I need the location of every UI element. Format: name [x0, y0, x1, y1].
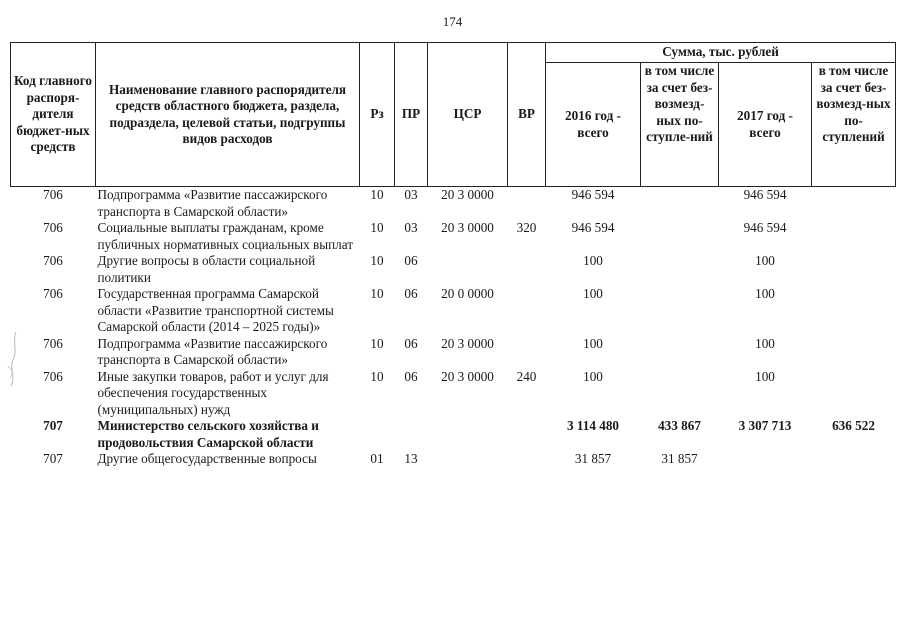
row-rz: 10: [370, 368, 384, 384]
row-code: 706: [43, 335, 63, 351]
row-pr: 13: [404, 451, 418, 466]
row-csr: [428, 253, 508, 286]
row-free-2017: [812, 220, 896, 253]
row-rz: [360, 418, 395, 451]
row-name: Иные закупки товаров, работ и услуг для обеспечения государственных (муниципальных) нужд: [97, 368, 329, 417]
table-row: [11, 286, 896, 336]
row-free-2016: [641, 187, 719, 221]
row-free-2016: [641, 336, 719, 369]
row-name: Государственная программа Самарской области «Развитие транспортной системы Самарской области (2014 – 2025 годы)»: [97, 286, 334, 334]
row-sum-2016: 100: [583, 335, 603, 351]
row-free-2016: 31 857: [661, 451, 698, 466]
header-code: Код главного распоря-дителя бюджет-ных средств: [11, 43, 96, 187]
row-code: 706: [43, 286, 63, 301]
row-vr: [508, 187, 546, 221]
table-header: [11, 43, 896, 187]
row-name: Социальные выплаты гражданам, кроме публичных нормативных социальных выплат: [97, 220, 354, 252]
row-csr: 20 3 0000: [441, 187, 494, 202]
table-row: [11, 418, 896, 451]
row-csr: [428, 451, 508, 468]
budget-table: [10, 42, 896, 468]
row-vr: [508, 418, 546, 451]
row-sum-2016: 100: [583, 286, 603, 301]
row-sum-2016: 31 857: [574, 451, 612, 466]
row-sum-2017: 3 307 713: [738, 418, 792, 433]
row-code: 706: [43, 368, 63, 384]
row-free-2017: [812, 253, 896, 286]
row-csr: 20 0 0000: [441, 286, 494, 301]
row-sum-2016: 946 594: [571, 187, 615, 202]
row-rz: 01: [370, 451, 384, 466]
row-name: Другие вопросы в области социальной политики: [97, 253, 316, 285]
row-sum-2016: 100: [583, 253, 603, 268]
row-code: 706: [43, 220, 63, 235]
page-number: 174: [442, 14, 463, 29]
header-pr: ПР: [395, 43, 428, 187]
row-free-2016: [641, 286, 719, 336]
row-csr: 20 3 0000: [441, 220, 494, 235]
row-pr: 06: [404, 253, 418, 268]
row-free-2017: [812, 187, 896, 221]
row-sum-2016: 946 594: [571, 220, 615, 235]
header-2016: 2016 год - всего: [546, 63, 641, 187]
table-row: [11, 451, 896, 468]
row-csr: 20 3 0000: [441, 335, 494, 351]
header-rz: Рз: [360, 43, 395, 187]
row-sum-2017: 946 594: [743, 220, 787, 235]
header-2017-free: в том числе за счет без-возмезд-ных по-ступлений: [812, 63, 896, 187]
row-vr: [508, 286, 546, 336]
row-free-2016: [641, 253, 719, 286]
row-sum-2016: 3 114 480: [566, 418, 620, 433]
row-vr: [508, 336, 546, 369]
row-name: Министерство сельского хозяйства и продовольствия Самарской области: [97, 418, 319, 450]
row-pr: 06: [404, 286, 418, 301]
row-rz: 10: [370, 286, 384, 301]
table-row: [11, 336, 896, 369]
row-free-2016: [641, 220, 719, 253]
row-pr: 03: [404, 220, 418, 235]
row-rz: 10: [370, 220, 384, 235]
row-rz: 10: [370, 253, 384, 268]
row-sum-2017: [719, 451, 812, 468]
table-row: [11, 220, 896, 253]
header-2017: 2017 год - всего: [719, 63, 812, 187]
row-free-2016: [641, 369, 719, 419]
row-name: Подпрограмма «Развитие пассажирского транспорта в Самарской области»: [97, 335, 328, 367]
row-sum-2016: 100: [583, 368, 603, 384]
table-body: [11, 187, 896, 468]
row-csr: [428, 418, 508, 451]
row-free-2017: 636 522: [832, 418, 875, 433]
table-row: [11, 187, 896, 221]
row-code: 706: [43, 187, 63, 202]
header-2016-free: в том числе за счет без-возмезд-ных по-ступле-ний: [641, 63, 719, 187]
row-vr: [508, 253, 546, 286]
row-name: Подпрограмма «Развитие пассажирского транспорта в Самарской области»: [97, 187, 328, 219]
row-code: 707: [43, 418, 63, 433]
row-vr: 320: [516, 220, 537, 235]
row-sum-2017: 100: [755, 286, 775, 301]
row-vr: [508, 451, 546, 468]
row-code: 707: [43, 451, 63, 466]
row-sum-2017: 100: [755, 253, 775, 268]
row-name: Другие общегосударственные вопросы: [97, 451, 317, 466]
row-free-2017: [812, 451, 896, 468]
row-rz: 10: [370, 187, 384, 202]
row-free-2017: [812, 369, 896, 419]
row-free-2017: [812, 336, 896, 369]
row-rz: 10: [370, 335, 384, 351]
table-row: [11, 369, 896, 419]
table-row: [11, 253, 896, 286]
row-sum-2017: 100: [755, 368, 775, 384]
row-pr: 06: [404, 368, 418, 384]
row-pr: 06: [404, 335, 418, 351]
header-vr: ВР: [508, 43, 546, 187]
row-code: 706: [43, 253, 63, 268]
row-csr: 20 3 0000: [441, 368, 494, 384]
header-name: Наименование главного распорядителя средств областного бюджета, раздела, подраздела, целевой статьи, подгруппы видов расходов: [96, 43, 360, 187]
row-free-2017: [812, 286, 896, 336]
row-free-2016: 433 867: [658, 418, 701, 433]
row-sum-2017: 946 594: [743, 187, 787, 202]
row-vr: 240: [516, 368, 537, 384]
header-csr: ЦСР: [428, 43, 508, 187]
header-sum: Сумма, тыс. рублей: [546, 43, 896, 63]
row-sum-2017: 100: [755, 335, 775, 351]
row-pr: 03: [404, 187, 418, 202]
row-pr: [395, 418, 428, 451]
